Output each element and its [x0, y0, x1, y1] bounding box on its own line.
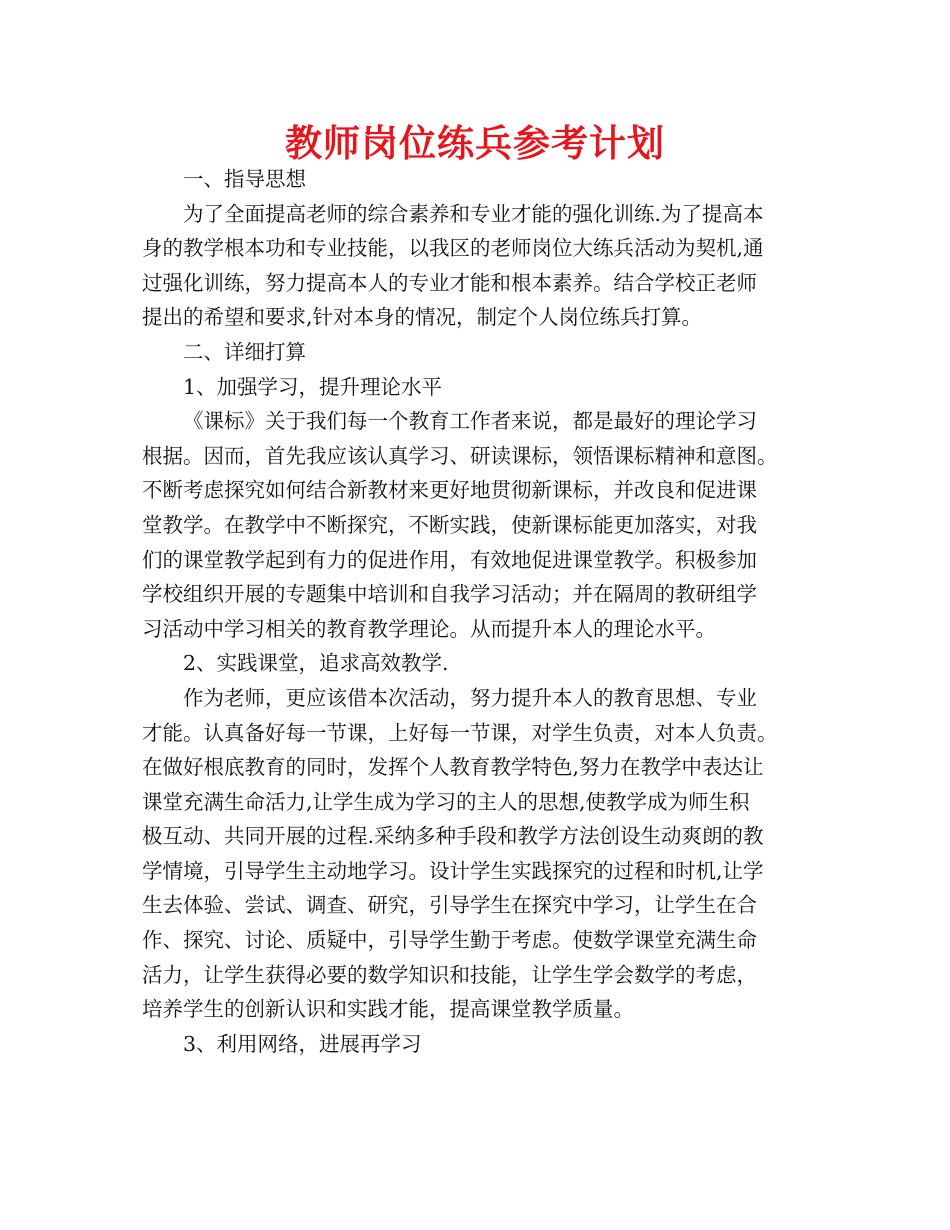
paragraph-line: 为了全面提高老师的综合素养和专业才能的强化训练.为了提高本	[183, 201, 764, 226]
paragraph-line: 培养学生的创新认识和实践才能，提高课堂教学质量。	[142, 997, 634, 1022]
subheading-1: 1、加强学习，提升理论水平	[183, 374, 443, 399]
paragraph-line: 作为老师，更应该借本次活动，努力提升本人的教育思想、专业	[183, 685, 757, 710]
subheading-3: 3、利用网络，进展再学习	[183, 1031, 422, 1056]
paragraph-line: 《课标》关于我们每一个教育工作者来说，都是最好的理论学习	[183, 409, 757, 434]
paragraph-line: 身的教学根本功和专业技能，以我区的老师岗位大练兵活动为契机,通	[142, 236, 764, 261]
paragraph-line: 才能。认真备好每一节课，上好每一节课，对学生负责，对本人负责。	[142, 720, 778, 745]
paragraph-line: 课堂充满生命活力,让学生成为学习的主人的思想,使教学成为师生积	[142, 789, 750, 814]
paragraph-line: 们的课堂教学起到有力的促进作用，有效地促进课堂教学。积极参加	[142, 547, 757, 572]
heading-guiding-ideology: 一、指导思想	[183, 167, 306, 191]
paragraph-line: 不断考虑探究如何结合新教材来更好地贯彻新课标，并改良和促进课	[142, 478, 757, 503]
paragraph-line: 过强化训练，努力提高本人的专业才能和根本素养。结合学校正老师	[142, 270, 757, 295]
paragraph-line: 习活动中学习相关的教育教学理论。从而提升本人的理论水平。	[142, 616, 716, 641]
paragraph-line: 活力，让学生获得必要的数学知识和技能，让学生学会数学的考虑，	[142, 962, 757, 987]
paragraph-line: 生去体验、尝试、调查、研究，引导学生在探究中学习，让学生在合	[142, 893, 757, 918]
paragraph-line: 根据。因而，首先我应该认真学习、研读课标，领悟课标精神和意图。	[142, 443, 778, 468]
paragraph-line: 极互动、共同开展的过程.采纳多种手段和教学方法创设生动爽朗的教	[142, 824, 764, 849]
document-title: 教师岗位练兵参考计划	[285, 122, 665, 165]
subheading-2: 2、实践课堂，追求高效教学.	[183, 651, 449, 676]
paragraph-line: 堂教学。在教学中不断探究，不断实践，使新课标能更加落实，对我	[142, 512, 757, 537]
paragraph-line: 提出的希望和要求,针对本身的情况，制定个人岗位练兵打算。	[142, 305, 703, 330]
paragraph-line: 学校组织开展的专题集中培训和自我学习活动；并在隔周的教研组学	[142, 582, 757, 607]
paragraph-line: 在做好根底教育的同时，发挥个人教育教学特色,努力在教学中表达让	[142, 755, 764, 780]
heading-detailed-plan: 二、详细打算	[183, 339, 306, 364]
document-body	[142, 162, 818, 1061]
paragraph-line: 作、探究、讨论、质疑中，引导学生勤于考虑。使数学课堂充满生命	[142, 928, 757, 953]
paragraph-line: 学情境，引导学生主动地学习。设计学生实践探究的过程和时机,让学	[142, 858, 764, 883]
